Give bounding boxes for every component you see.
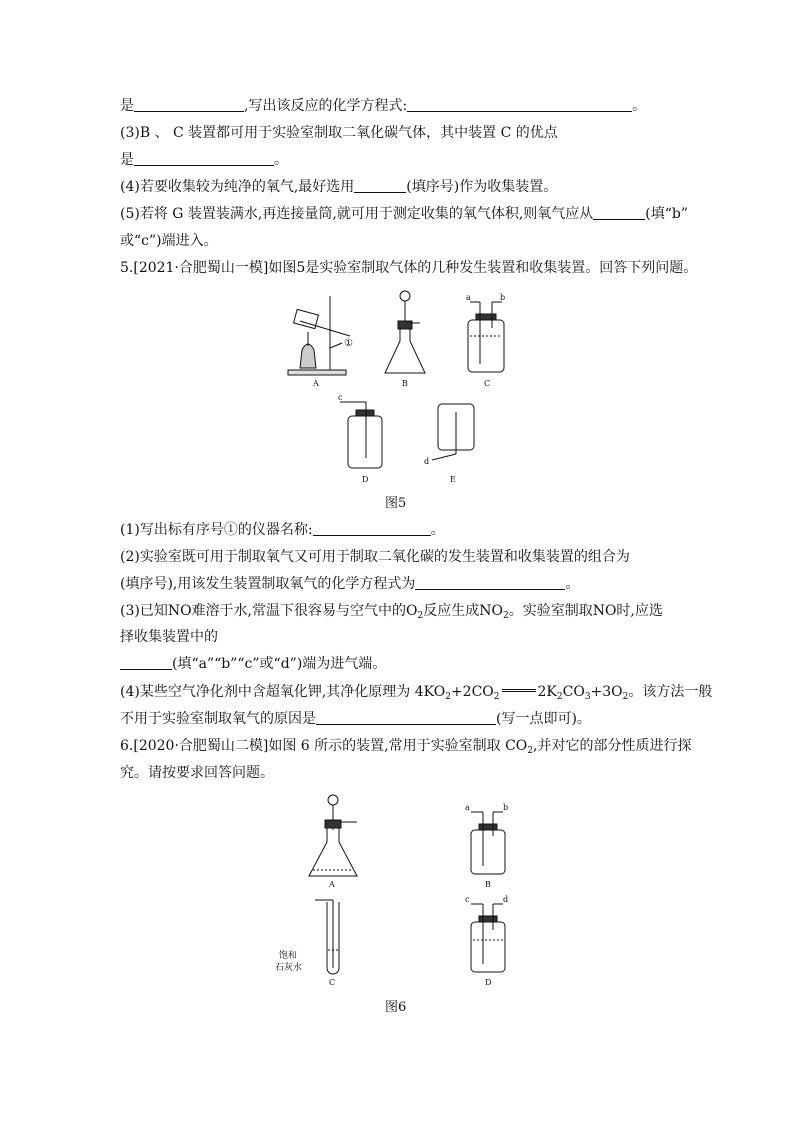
q6-stem-cont: 究。请按要求回答问题。 [120,765,274,781]
svg-text:a: a [465,803,470,812]
figure-5-caption: 图5 [385,496,407,511]
svg-text:c: c [465,895,470,904]
answer-blank[interactable] [415,575,565,590]
svg-text:a: a [466,293,471,302]
apparatus-c [275,900,339,987]
svg-text:b: b [503,803,509,812]
answer-blank[interactable] [354,178,406,193]
q5-part-2: (2)实验室既可用于制取氧气又可用于制取二氧化碳的发生装置和收集装置的组合为 [120,549,630,565]
q4-line-5: (5)若将 G 装置装满水,再连接量筒,就可用于测定收集的氧气体积,则氧气应从 (填“b” [120,206,689,222]
svg-text:B: B [485,880,491,889]
answer-blank[interactable] [313,521,431,536]
svg-text:d: d [424,457,430,466]
q5-part-2-cont: (填序号),用该发生装置制取氧气的化学方程式为 。 [120,576,580,592]
answer-blank[interactable] [134,151,274,166]
svg-text:C: C [484,379,491,388]
q5-part-3: (3)已知NO难溶于水,常温下很容易与空气中的$O_2$反应生成$NO_2$。实验室制取NO时,应选 [120,603,663,621]
svg-text:d: d [503,895,509,904]
apparatus-b [385,291,425,388]
svg-text:c: c [338,393,343,402]
q5-part-4-cont: 不用于实验室制取氧气的原因是 (写一点即可)。 [120,711,591,727]
q4-line-6: 或“c”)端进入。 [120,233,218,249]
apparatus-c [466,293,505,388]
apparatus-a [288,296,353,388]
svg-text:B: B [402,379,408,388]
answer-blank[interactable] [407,97,632,112]
q4-line-2: (3)B 、 C 装置都可用于实验室制取二氧化碳气体，其中装置 C 的优点 [120,125,558,141]
apparatus-d [465,895,508,987]
svg-text:饱和: 饱和 [279,951,298,961]
svg-text:石灰水: 石灰水 [275,963,303,973]
q4-line-1: 是 ,写出该反应的化学方程式: 。 [120,98,647,114]
answer-blank[interactable] [593,205,645,220]
figure-5 [280,288,520,488]
q4-line-4: (4)若要收集较为纯净的氧气,最好选用 (填序号)作为收集装置。 [120,179,558,195]
svg-text:E: E [450,475,456,484]
q5-stem: 5.[2021·合肥蜀山一模]如图5是实验室制取气体的几种发生装置和收集装置。回答下列问题。 [120,260,698,276]
q6-stem: 6.[2020·合肥蜀山二模]如图 6 所示的装置,常用于实验室制取 $CO_2$,并对它的部分性质进行探 [120,738,692,756]
svg-text:D: D [485,978,492,987]
svg-text:D: D [362,475,369,484]
apparatus-e [424,404,474,484]
apparatus-d [338,393,382,484]
svg-text:C: C [329,978,336,987]
q5-part-3-cont2: (填“a”“b”“c”或“d”)端为进气端。 [120,654,679,674]
q4-line-3: 是 。 [120,152,288,168]
figure-6 [275,790,525,990]
svg-text:A: A [313,379,319,388]
answer-blank[interactable] [120,655,172,670]
svg-text:A: A [329,880,335,889]
svg-text:①: ① [344,338,353,349]
figure-6-caption: 图6 [385,1000,407,1015]
svg-text:b: b [500,293,506,302]
q5-part-4: (4)某些空气净化剂中含超氧化钾,其净化原理为 $4KO_2+2CO_2$ $2K_2CO_3+3O_2$。该方法一般 [120,684,713,702]
answer-blank[interactable] [316,710,496,725]
equals-arrow [502,689,536,692]
apparatus-b [465,803,508,889]
q5-part-3-cont: 择收集装置中的 [120,629,218,645]
answer-blank[interactable] [134,97,244,112]
q5-part-1: (1)写出标有序号①的仪器名称: 。 [120,522,445,538]
apparatus-a [309,795,357,889]
